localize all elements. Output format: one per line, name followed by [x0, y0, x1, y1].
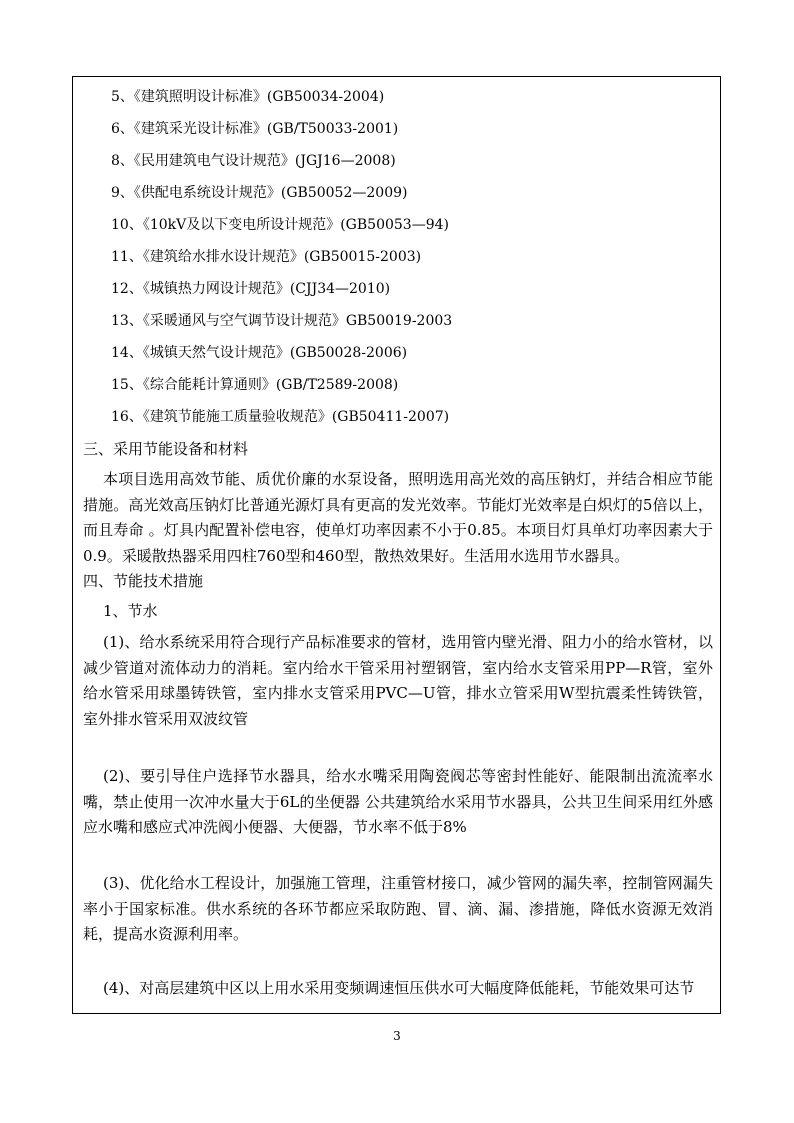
water-saving-paragraph-3: (3)、优化给水工程设计，加强施工管理，注重管材接口，减少管网的漏失率，控制管网漏失率小于国家标准。供水系统的各环节都应采取防跑、冒、滴、漏、渗措施，降低水资源无效消耗，提高水资源利用率。 [83, 874, 713, 943]
section-3-heading: 三、采用节能设备和材料 [83, 440, 249, 458]
document-frame [72, 76, 721, 1014]
standard-item: 16、《建筑节能施工质量验收规范》(GB50411-2007) [111, 409, 450, 425]
standard-item: 9、《供配电系统设计规范》(GB50052—2009) [111, 185, 408, 201]
standard-item: 8、《民用建筑电气设计规范》(JGJ16—2008) [111, 153, 396, 169]
standard-item: 11、《建筑给水排水设计规范》(GB50015-2003) [111, 249, 422, 265]
page-number: 3 [393, 1029, 401, 1043]
section-3-body: 本项目选用高效节能、质优价廉的水泵设备，照明选用高光效的高压钠灯，并结合相应节能措施。高光效高压钠灯比普通光源灯具有更高的发光效率。节能灯光效率是白炽灯的5倍以上，而且寿命 。灯具内配置补偿电容，使单灯功率因素不小于0.85。本项目灯具单灯功率因素大于0.9。采暖散热器采用四柱760型和460型，散热效果好。生活用水选用节水器具。 [83, 470, 713, 565]
section-4-heading: 四、节能技术措施 [83, 572, 204, 590]
standard-item: 13、《采暖通风与空气调节设计规范》GB50019-2003 [111, 313, 453, 329]
standard-item: 6、《建筑采光设计标准》(GB/T50033-2001) [111, 121, 399, 137]
standard-item: 15、《综合能耗计算通则》(GB/T2589-2008) [111, 377, 399, 393]
water-saving-subheading: 1、节水 [103, 602, 158, 620]
standard-item: 14、《城镇天然气设计规范》(GB50028-2006) [111, 345, 408, 361]
water-saving-paragraph-2: (2)、要引导住户选择节水器具，给水水嘴采用陶瓷阀芯等密封性能好、能限制出流流率水嘴，禁止使用一次冲水量大于6L的坐便器 公共建筑给水采用节水器具，公共卫生间采用红外感应水嘴和感应式冲洗阀小便器、大便器，节水率不低于8% [83, 767, 713, 836]
standard-item: 10、《10kV及以下变电所设计规范》(GB50053—94) [111, 217, 449, 233]
water-saving-paragraph-4: (4)、对高层建筑中区以上用水采用变频调速恒压供水可大幅度降低能耗，节能效果可达节 [103, 979, 695, 997]
standard-item: 12、《城镇热力网设计规范》(CJJ34—2010) [111, 281, 391, 297]
water-saving-paragraph-1: (1)、给水系统采用符合现行产品标准要求的管材，选用管内壁光滑、阻力小的给水管材，以减少管道对流体动力的消耗。室内给水干管采用衬塑钢管，室内给水支管采用PP—R管，室外给水管采用球墨铸铁管，室内排水支管采用PVC—U管，排水立管采用W型抗震柔性铸铁管，室外排水管采用双波纹管 [83, 633, 713, 728]
standard-item: 5、《建筑照明设计标准》(GB50034-2004) [111, 89, 385, 105]
